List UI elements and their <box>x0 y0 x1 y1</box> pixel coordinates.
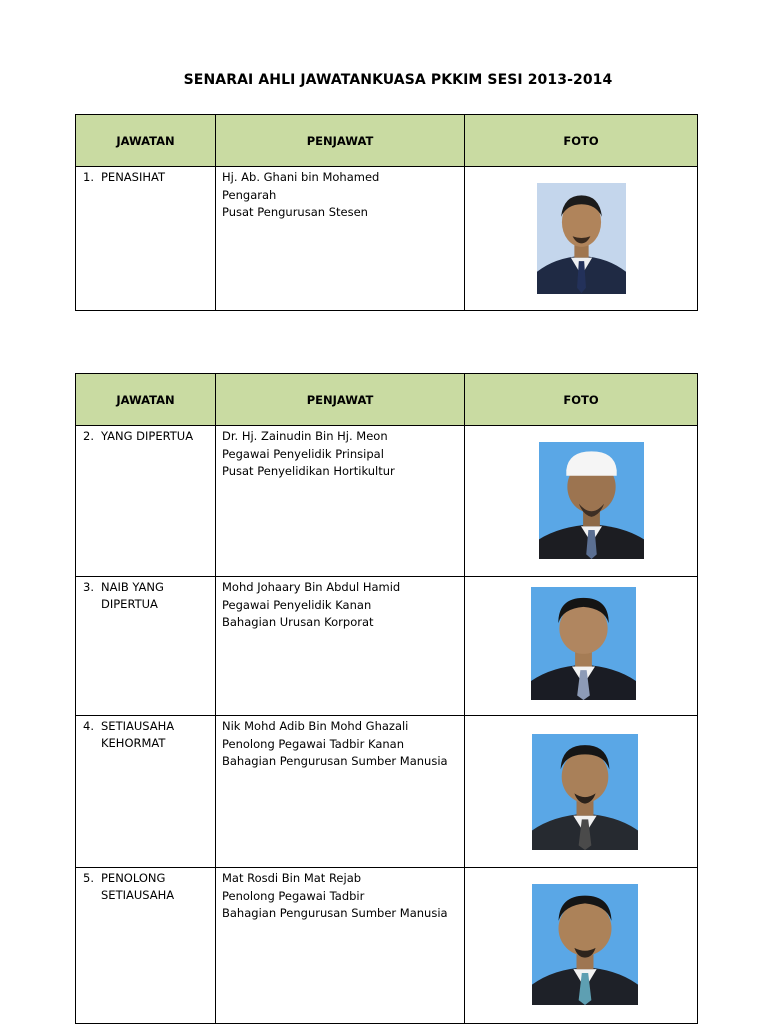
photo-cell <box>465 426 698 577</box>
table-row <box>76 868 698 1024</box>
position-cell <box>76 868 216 1024</box>
holder-name: Nik Mohd Adib Bin Mohd Ghazali <box>222 719 409 733</box>
portrait-photo <box>531 587 636 700</box>
holder-cell <box>216 577 465 716</box>
header-penjawat: PENJAWAT <box>216 374 465 426</box>
holder-role: Pegawai Penyelidik Kanan <box>222 597 372 612</box>
holder-unit: Bahagian Urusan Korporat <box>222 615 374 629</box>
holder-cell <box>216 716 465 868</box>
holder-cell <box>216 167 465 311</box>
table-row <box>76 577 698 716</box>
row-number: 3. <box>83 580 94 594</box>
portrait-photo <box>532 884 638 1005</box>
table-row <box>76 716 698 868</box>
photo-cell <box>465 577 698 716</box>
position-label: YANG DIPERTUA <box>101 429 194 443</box>
holder-unit: Pusat Pengurusan Stesen <box>222 205 368 219</box>
holder-cell <box>216 868 465 1024</box>
holder-name: Dr. Hj. Zainudin Bin Hj. Meon <box>222 429 388 443</box>
holder-role: Pegawai Penyelidik Prinsipal <box>222 446 384 461</box>
row-number: 1. <box>83 170 94 184</box>
photo-cell <box>465 716 698 868</box>
table-row <box>76 167 698 311</box>
header-foto: FOTO <box>465 374 698 426</box>
row-number: 2. <box>83 429 94 443</box>
photo-cell <box>465 167 698 311</box>
header-jawatan: JAWATAN <box>76 374 216 426</box>
holder-name: Mat Rosdi Bin Mat Rejab <box>222 871 362 885</box>
table-header-row <box>76 374 698 426</box>
table-row <box>76 426 698 577</box>
holder-unit: Bahagian Pengurusan Sumber Manusia <box>222 754 448 768</box>
holder-role: Penolong Pegawai Tadbir Kanan <box>222 736 405 751</box>
header-penjawat: PENJAWAT <box>216 115 465 167</box>
row-number: 5. <box>83 871 94 885</box>
position-label: PENASIHAT <box>101 170 166 184</box>
position-label: SETIAUSAHA KEHORMAT <box>101 719 175 750</box>
position-cell <box>76 577 216 716</box>
holder-role: Pengarah <box>222 187 277 202</box>
portrait-photo <box>537 183 626 294</box>
holder-role: Penolong Pegawai Tadbir <box>222 888 365 903</box>
row-number: 4. <box>83 719 94 733</box>
position-cell <box>76 167 216 311</box>
holder-name: Mohd Johaary Bin Abdul Hamid <box>222 580 401 594</box>
portrait-photo <box>539 442 644 559</box>
holder-unit: Bahagian Pengurusan Sumber Manusia <box>222 906 448 920</box>
position-cell <box>76 716 216 868</box>
committee-table-advisor <box>75 114 698 311</box>
document-title: SENARAI AHLI JAWATANKUASA PKKIM SESI 2013-2014 <box>183 72 613 88</box>
header-foto: FOTO <box>465 115 698 167</box>
portrait-photo <box>532 734 638 850</box>
committee-table-officers <box>75 373 698 1024</box>
holder-cell <box>216 426 465 577</box>
position-label: NAIB YANG DIPERTUA <box>101 580 164 611</box>
table-header-row <box>76 115 698 167</box>
photo-cell <box>465 868 698 1024</box>
header-jawatan: JAWATAN <box>76 115 216 167</box>
position-label: PENOLONG SETIAUSAHA <box>101 871 175 902</box>
holder-unit: Pusat Penyelidikan Hortikultur <box>222 464 395 478</box>
holder-name: Hj. Ab. Ghani bin Mohamed <box>222 170 380 184</box>
position-cell <box>76 426 216 577</box>
